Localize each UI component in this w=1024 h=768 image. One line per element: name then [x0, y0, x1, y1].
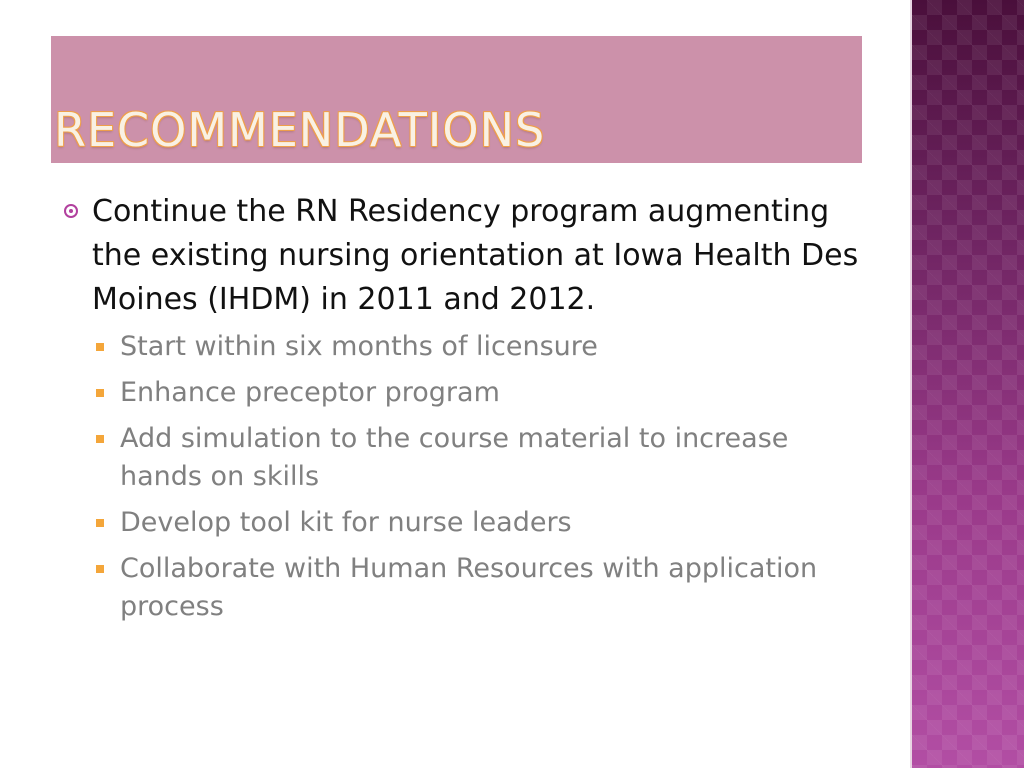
sub-bullet-text: Collaborate with Human Resources with application process — [120, 553, 818, 622]
sub-bullet-text: Start within six months of licensure — [120, 331, 598, 362]
square-bullet-icon — [96, 565, 104, 573]
sub-bullet-list — [62, 328, 862, 626]
sub-bullet-text: Add simulation to the course material to increase hands on skills — [120, 423, 789, 492]
sub-bullet-item — [92, 374, 862, 412]
sub-bullet-text: Develop tool kit for nurse leaders — [120, 507, 572, 538]
decorative-side-band — [912, 0, 1024, 768]
square-bullet-icon — [96, 519, 104, 527]
square-bullet-icon — [96, 435, 104, 443]
sub-bullet-text: Enhance preceptor program — [120, 377, 500, 408]
slide-title: RECOMMENDATIONS — [54, 103, 546, 157]
sub-bullet-item — [92, 504, 862, 542]
sub-bullet-item — [92, 550, 862, 626]
square-bullet-icon — [96, 343, 104, 351]
main-bullet — [62, 190, 862, 322]
slide-content — [62, 190, 862, 634]
sub-bullet-item — [92, 328, 862, 366]
square-bullet-icon — [96, 389, 104, 397]
target-bullet-icon — [64, 204, 78, 218]
main-bullet-text: Continue the RN Residency program augmenting the existing nursing orientation at Iowa Health Des Moines (IHDM) in 2011 and 2012. — [92, 194, 859, 317]
sub-bullet-item — [92, 420, 862, 496]
